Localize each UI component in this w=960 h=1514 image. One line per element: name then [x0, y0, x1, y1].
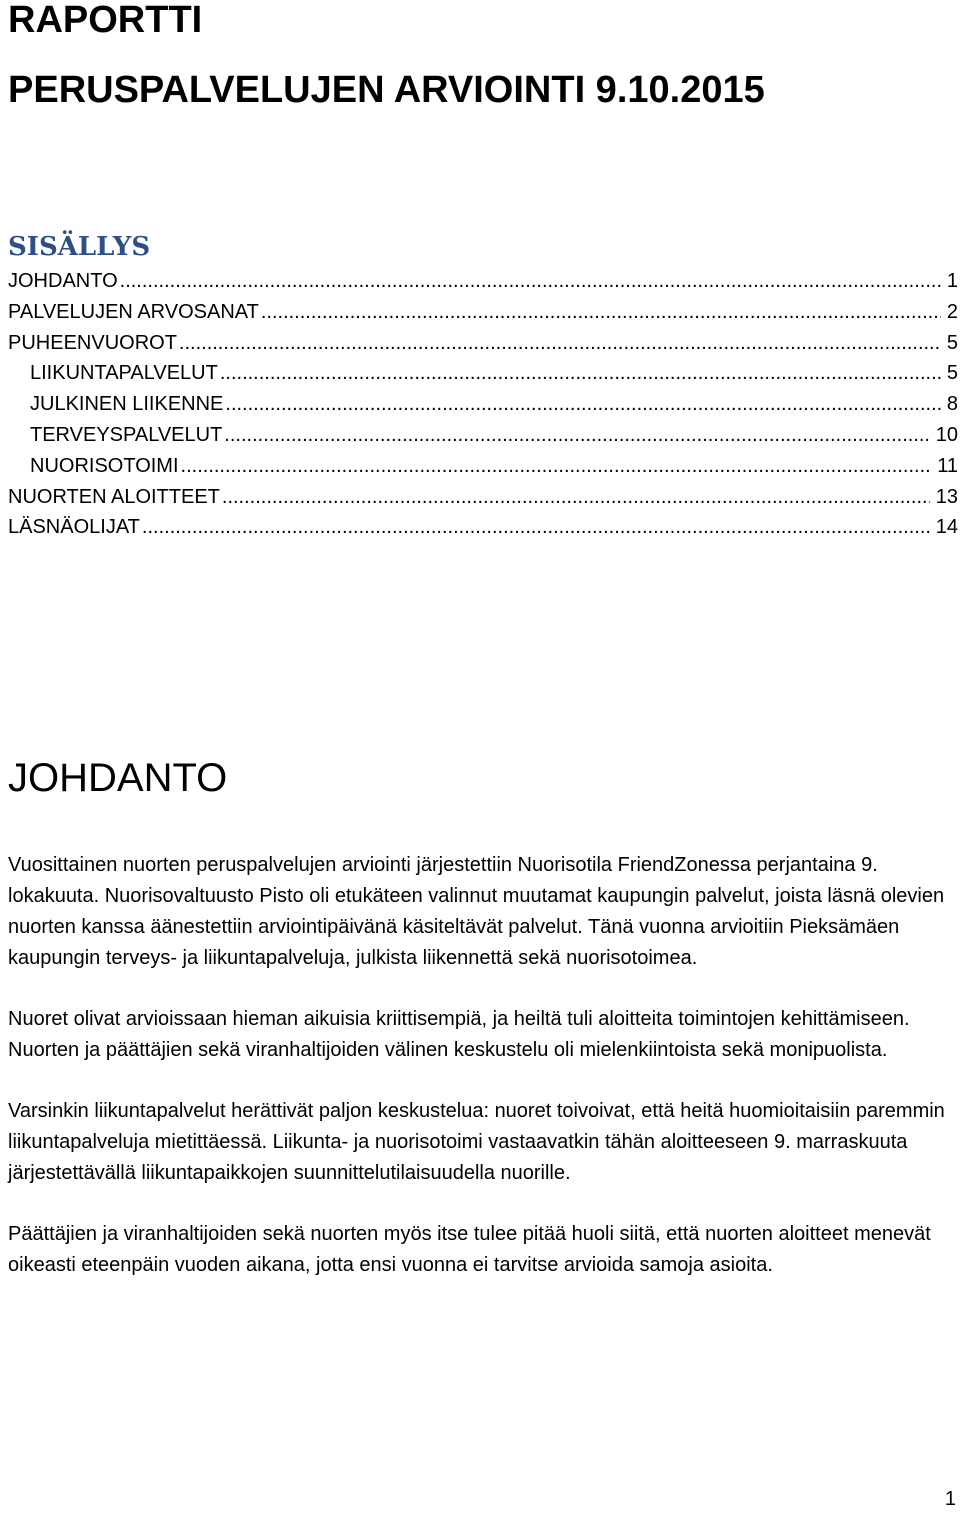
toc-entry-page: 5 [946, 331, 958, 354]
toc-leader-dots [225, 389, 940, 419]
section-heading-johdanto: JOHDANTO [8, 756, 228, 800]
report-subtitle: PERUSPALVELUJEN ARVIOINTI 9.10.2015 [8, 69, 765, 111]
toc-leader-dots [142, 512, 930, 542]
table-of-contents [8, 266, 958, 543]
toc-entry-label: JULKINEN LIIKENNE [30, 393, 224, 416]
toc-entry-label: NUORISOTOIMI [30, 454, 179, 477]
toc-leader-dots [181, 451, 932, 481]
paragraph: Vuosittainen nuorten peruspalvelujen arviointi järjestettiin Nuorisotila FriendZonessa perjantaina 9. lokakuuta. Nuorisovaltuusto Pisto oli etukäteen valinnut muutamat kaupungin palvelut, joista läsnä olevien nuorten kanssa äänestettiin arviointipäivänä käsiteltävät palvelut. Tänä vuonna arvioitiin Pieksämäen kaupungin terveys- ja liikuntapalveluja, julkista liikennettä sekä nuorisotoimea. [8, 854, 945, 969]
toc-entry[interactable] [8, 358, 958, 389]
toc-entry-label: LIIKUNTAPALVELUT [30, 362, 218, 385]
toc-entry-page: 5 [946, 362, 958, 385]
toc-entry-page: 1 [946, 270, 958, 292]
toc-entry[interactable] [8, 297, 958, 328]
intro-body [8, 850, 953, 1311]
toc-entry-page: 2 [946, 300, 958, 323]
toc-entry[interactable] [8, 266, 958, 297]
toc-entry[interactable] [8, 389, 958, 420]
toc-entry[interactable] [8, 482, 958, 513]
toc-entry-label: NUORTEN ALOITTEET [8, 485, 220, 508]
toc-heading: SISÄLLYS [8, 232, 151, 262]
toc-leader-dots [179, 328, 941, 358]
toc-leader-dots [224, 420, 929, 450]
toc-leader-dots [222, 482, 930, 512]
toc-entry-label: TERVEYSPALVELUT [30, 423, 223, 446]
toc-entry-page: 8 [946, 393, 958, 416]
paragraph: Nuoret olivat arvioissaan hieman aikuisia kriittisempiä, ja heiltä tuli aloitteita toimintojen kehittämiseen. Nuorten ja päättäjien sekä viranhaltijoiden välinen keskustelu oli mielenkiintoista sekä monipuolista. [8, 1008, 910, 1061]
toc-entry[interactable] [8, 512, 958, 543]
toc-entry-label: JOHDANTO [8, 270, 118, 292]
toc-entry-label: PUHEENVUOROT [8, 331, 177, 354]
toc-entry-label: LÄSNÄOLIJAT [8, 516, 140, 539]
toc-entry[interactable] [8, 451, 958, 482]
toc-entry-label: PALVELUJEN ARVOSANAT [8, 300, 259, 323]
report-title: RAPORTTI [8, 0, 203, 41]
toc-entry-page: 10 [935, 423, 958, 446]
toc-entry-page: 11 [937, 454, 958, 477]
toc-entry[interactable] [8, 420, 958, 451]
toc-leader-dots [261, 297, 941, 327]
page-number: 1 [944, 1488, 956, 1510]
toc-entry-page: 14 [935, 516, 958, 539]
toc-entry[interactable] [8, 328, 958, 359]
toc-leader-dots [220, 358, 941, 388]
toc-entry-page: 13 [935, 485, 958, 508]
paragraph: Päättäjien ja viranhaltijoiden sekä nuorten myös itse tulee pitää huoli siitä, että nuorten aloitteet menevät oikeasti eteenpäin vuoden aikana, jotta ensi vuonna ei tarvitse arvioida samoja asioita. [8, 1223, 931, 1276]
paragraph: Varsinkin liikuntapalvelut herättivät paljon keskustelua: nuoret toivoivat, että heitä huomioitaisiin paremmin liikuntapalveluja mietittäessä. Liikunta- ja nuorisotoimi vastaavatkin tähän aloitteeseen 9. marraskuuta järjestettävällä liikuntapaikkojen suunnittelutilaisuudella nuorille. [8, 1100, 945, 1184]
toc-leader-dots [120, 266, 941, 296]
